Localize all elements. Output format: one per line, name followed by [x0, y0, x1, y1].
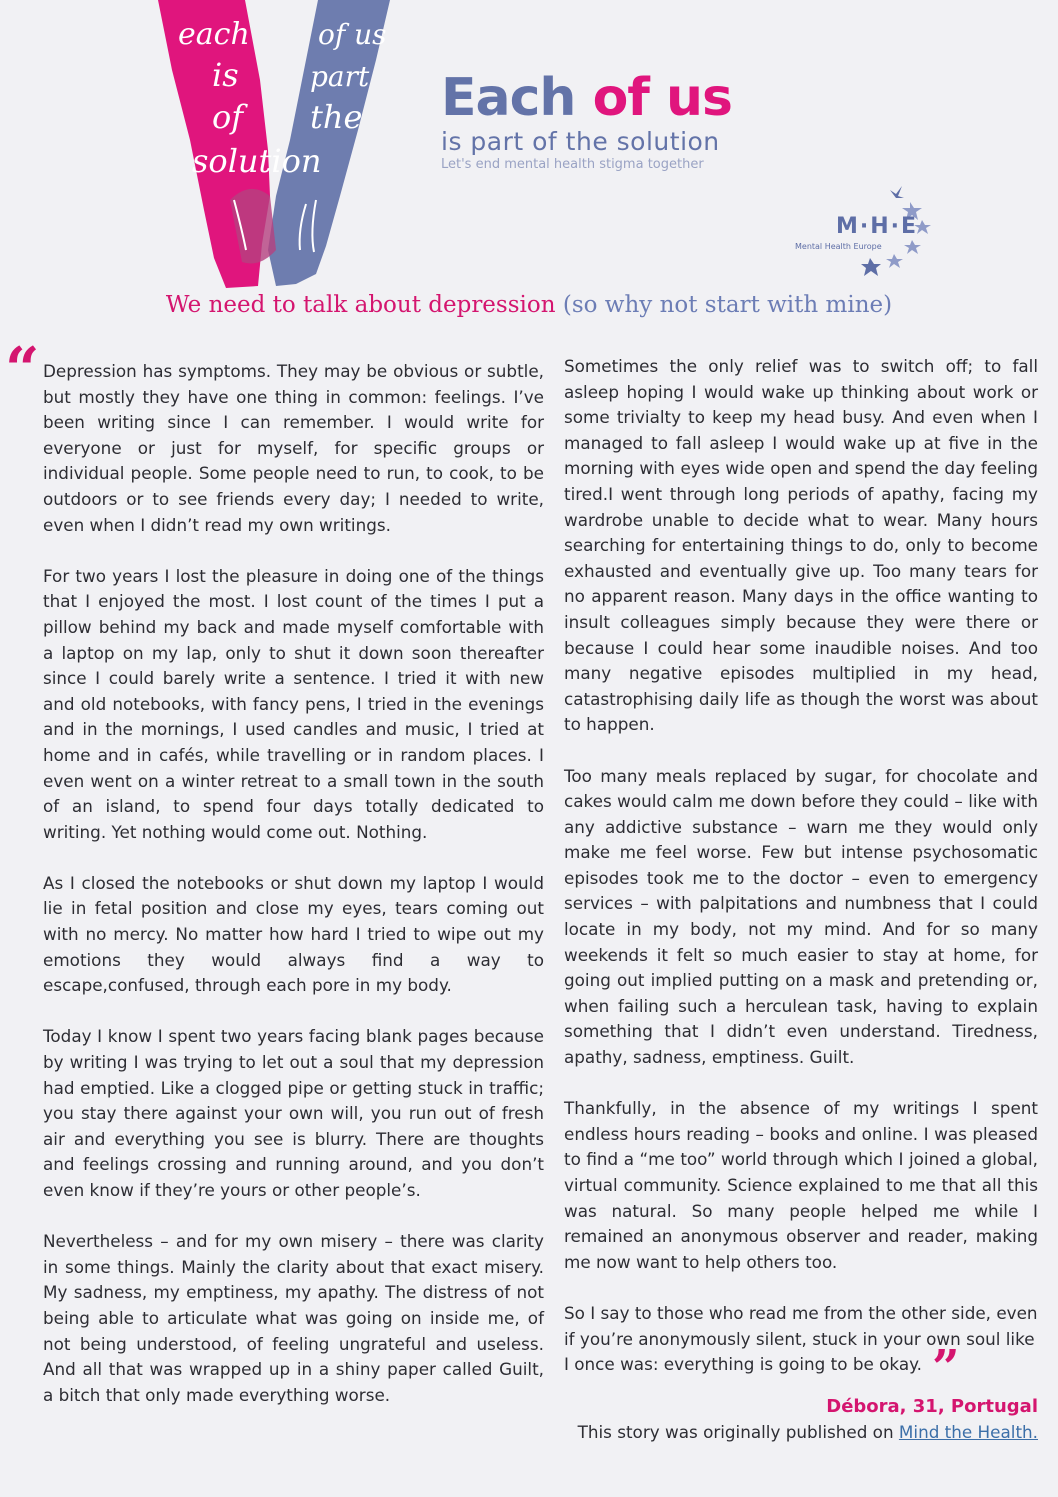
mhe-name: Mental Health Europe: [795, 242, 882, 251]
headline-aside: (so why not start with mine): [555, 292, 893, 318]
paragraph: Nevertheless – and for my own misery – there was clarity in some things. Mainly the clarity about that exact misery. My sadness, my emptiness, my apathy. The distress of not being able to articulate what was going on inside me, of not being understood, of feeling ungrateful and useless. And all that was wrapped up in a shiny paper called Guilt, a bitch that only made everything worse.: [43, 1231, 544, 1405]
mhe-acronym: M·H·E: [836, 214, 919, 239]
paragraph: Today I know I spent two years facing blank pages because by writing I was trying to let out a soul that my depression had emptied. Like a clogged pipe or getting stuck in traffic; you stay there against your own will, you run out of fresh air and everything you see is blurry. There are thoughts and feelings crossing and running around, and you don’t even know if they’re yours or other people’s.: [43, 1026, 544, 1200]
hand-word: each: [178, 17, 250, 52]
paragraph: For two years I lost the pleasure in doing one of the things that I enjoyed the most. I lost count of the times I put a pillow behind my back and made myself comfortable with a laptop on my lap, only to shut it down soon thereafter since I could barely write a sentence. I tried it with new and old notebooks, with fancy pens, I tried in the evenings and in the mornings, I used candles and music, I tried at home and in cafés, while travelling or in random places. I even went on a winter retreat to a small town in the south of an island, to spend four days totally dedicated to writing. Yet nothing would come out. Nothing.: [43, 565, 544, 842]
close-quote-mark: ”: [932, 1340, 960, 1397]
mhe-logo: [790, 180, 940, 280]
paragraph-text: So I say to those who read me from the other side, even if you’re anonymously silent, stuck in your own soul like I once was: everything is going to be okay.: [564, 1302, 1038, 1375]
source-prefix: This story was originally published on: [577, 1421, 899, 1442]
signature: Débora, 31, Portugal: [826, 1396, 1038, 1418]
paragraph: Too many meals replaced by sugar, for chocolate and cakes would calm me down before they could – like with any addictive substance – warn me they would only make me feel worse. Few but intense psychosomatic episodes took me to the doctor – even to emergency services – with palpitations and numbness that I could locate in my body, not my mind. And for so many weekends it felt so much easier to stay at home, for going out implied putting on a mask and pretending or, when failing such a herculean task, having to explain something that I didn’t even understand. Tiredness, apathy, sadness, emptiness. Guilt.: [564, 765, 1038, 1068]
headline-main: We need to talk about depression: [165, 292, 556, 318]
brand-title-part2: of us: [592, 68, 732, 128]
source-line: [564, 1420, 1038, 1446]
hand-word: solution: [192, 142, 322, 180]
headline: [0, 292, 1058, 318]
brand-tagline: Let's end mental health stigma together: [441, 157, 704, 172]
left-column: [43, 359, 544, 1434]
paragraph: Depression has symptoms. They may be obvious or subtle, but mostly they have one thing in common: feelings. I’ve been writing since I can remember. I would write for everyone or just for myself, for specific groups or individual people. Some people need to run, to cook, to be outdoors or to see friends every day; I needed to write, even when I didn’t read my own writings.: [43, 361, 544, 535]
paragraph: Sometimes the only relief was to switch off; to fall asleep hoping I would wake up thinking about work or some trivialty to keep my head busy. And even when I managed to fall asleep I would wake up at five in the morning with eyes wide open and spend the day feeling tired.I went through long periods of apathy, facing my wardrobe unable to decide what to wear. Many hours searching for entertaining things to do, only to become exhausted and eventually give up. Too many tears for no apparent reason. Many days in the office wanting to insult colleagues simply because they were there or because I could hear some inaudible noises. And too many negative episodes multiplied in my head, catastrophising daily life as though the worst was about to happen.: [564, 356, 1038, 735]
last-paragraph: [564, 1301, 1038, 1397]
hand-word: of: [212, 98, 244, 136]
open-quote-mark: “: [5, 335, 40, 405]
brand-title-part1: Each: [441, 68, 593, 128]
brand-subtitle: is part of the solution: [441, 127, 720, 156]
paragraph: Thankfully, in the absence of my writings I spent endless hours reading – books and online. I was pleased to find a “me too” world through which I joined a global, virtual community. Science explained to me that all this was natural. So many people helped me while I remained an anonymous observer and reader, making me now want to help others too.: [564, 1098, 1038, 1272]
source-link[interactable]: Mind the Health.: [898, 1421, 1038, 1442]
brand-title: [441, 70, 732, 126]
brand-block: [441, 70, 732, 173]
hands-logo-illustration: [150, 0, 400, 292]
hand-word: the: [310, 98, 363, 136]
hand-word: part: [310, 60, 370, 93]
hand-word: is: [212, 56, 239, 94]
hand-word: of us: [318, 18, 387, 51]
right-column: [564, 354, 1038, 1445]
paragraph: As I closed the notebooks or shut down my laptop I would lie in fetal position and close my eyes, tears coming out with no mercy. No matter how hard I tried to wipe out my emotions they would always find a way to escape,confused, through each pore in my body.: [43, 872, 544, 996]
